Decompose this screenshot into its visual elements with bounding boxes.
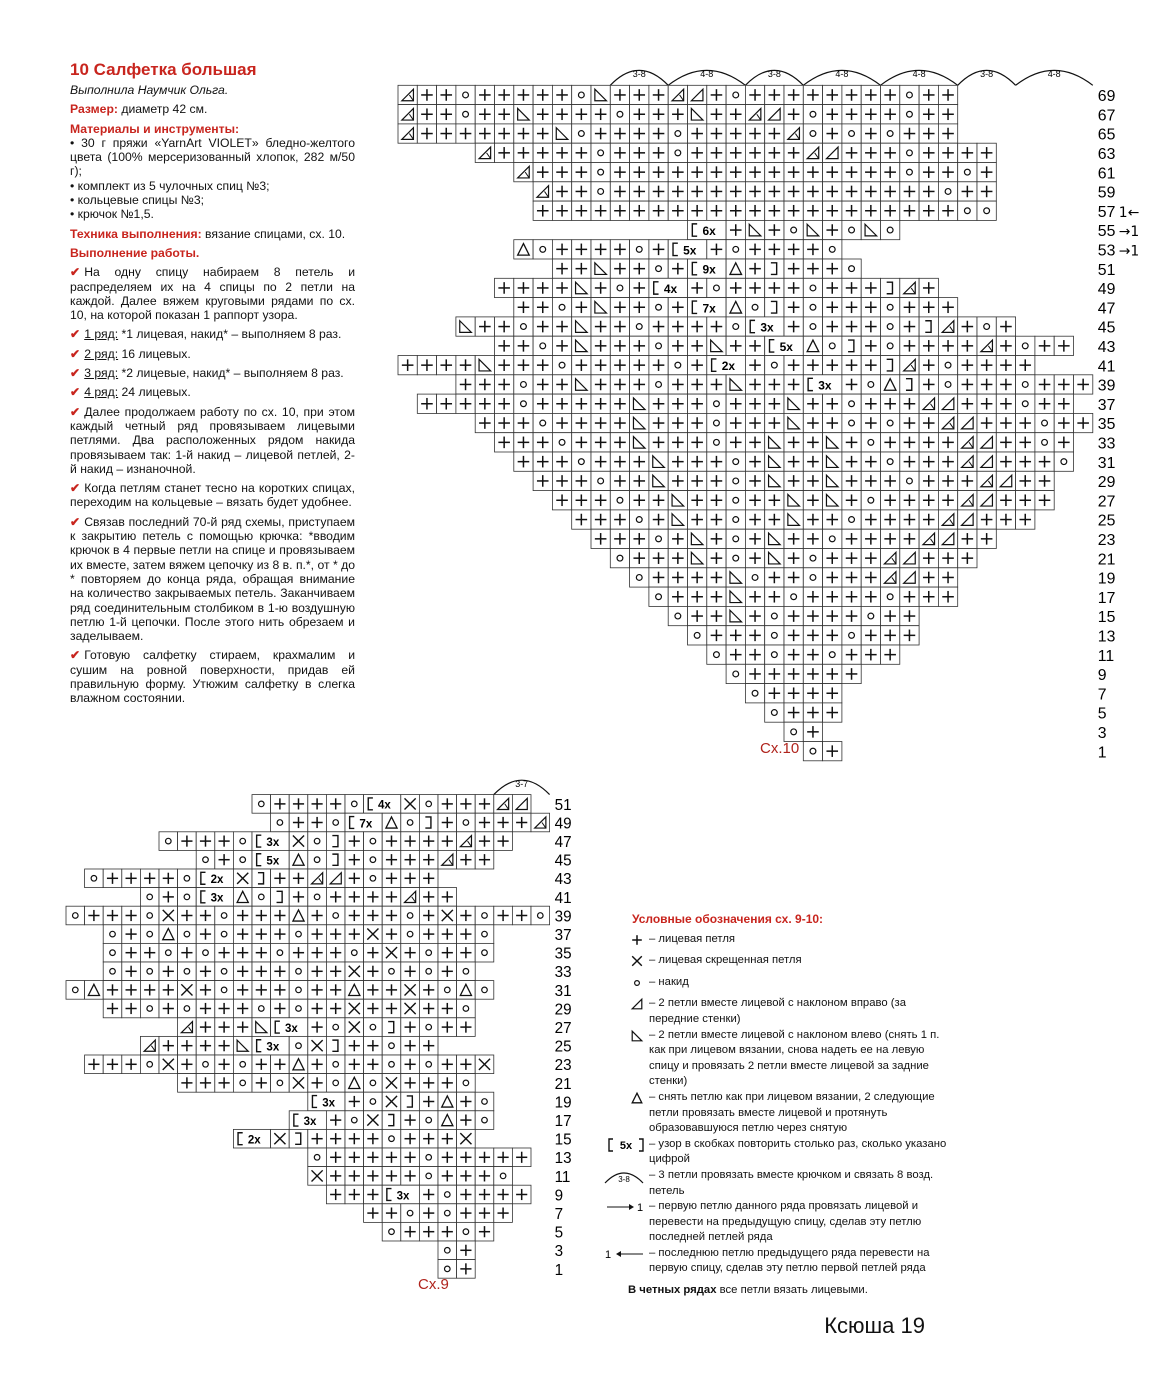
legend-note-rest: все петли вязать лицевыми. — [716, 1284, 868, 1297]
row-number: 17 — [1097, 589, 1116, 607]
step-text: Связав последний 70-й ряд схемы, приступаем к закрытию петель с помощью крючка: *вводим крючок в 4 первые петли на спице и провязываем их вместе, затем вяжем цепочку из 8 в. п.*, от * до * повторяем до конца ряда, обращая внимание на количество закрываемых петель. Заканчиваем ряд соединительным столбиком в 1-ю воздушную петлю 1-й цепочки. После этого нить обрезаем и заделываем. — [70, 514, 355, 644]
chart-row — [196, 850, 494, 869]
row-number: 35 — [1097, 416, 1116, 434]
row-number: 49 — [1097, 281, 1116, 299]
technique-value: вязание спицами, сх. 10. — [201, 226, 346, 241]
row-number: 1 — [554, 1261, 564, 1279]
row-number: 43 — [1097, 339, 1116, 357]
instructions-column — [70, 60, 355, 711]
step-text: Когда петлям станет тесно на коротких спицах, переходим на кольцевые – вязать будет удобнее. — [70, 481, 355, 510]
row-number: 65 — [1097, 126, 1116, 144]
chart-row — [533, 201, 996, 220]
repeat-label: 7x — [702, 301, 716, 316]
chart-row — [610, 548, 977, 567]
check-icon: ✔ — [70, 327, 81, 342]
row-arrow: 1← — [1118, 204, 1140, 221]
repeat-label: 3x — [210, 892, 224, 905]
row-number: 1 — [1097, 744, 1107, 762]
chart-row — [514, 162, 996, 181]
k2tog-left-icon — [600, 1028, 649, 1050]
row-number: 31 — [554, 982, 572, 1000]
legend-item — [600, 1090, 950, 1137]
row-number: 33 — [1097, 435, 1116, 453]
row-number: 17 — [554, 1113, 572, 1131]
row-number: 3 — [554, 1243, 564, 1261]
legend-symbol-label: 3-8 — [618, 1174, 630, 1184]
chart-row — [103, 925, 494, 944]
row-number: 9 — [554, 1187, 564, 1205]
row-number: 15 — [554, 1131, 572, 1149]
material-item: • кольцевые спицы №3; — [70, 193, 204, 208]
legend-item — [600, 1028, 950, 1090]
arc-label: 4-8 — [700, 69, 714, 80]
step-text: *2 лицевые, накид* – выполняем 8 раз. — [118, 366, 344, 381]
legend-item — [600, 1137, 950, 1168]
repeat-label: 9x — [702, 262, 716, 277]
size-label: Размер: — [70, 102, 118, 117]
repeat-label: 4x — [663, 281, 678, 296]
row-number: 27 — [1097, 493, 1116, 511]
arc-icon — [600, 1168, 649, 1190]
step-text: Далее продолжаем работу по сх. 10, при этом каждый четный ряд провязываем лицевыми петлями. Два расположенных рядом накида провязываем так: 1-й накид – лицевой петлей, 2-й накид – изнаночной. — [70, 404, 355, 476]
legend-title: Условные обозначения сх. 9-10: — [632, 912, 824, 926]
row-number: 39 — [554, 908, 572, 926]
chart-row — [572, 510, 1035, 529]
chart-row — [456, 317, 1016, 336]
work-heading: Выполнение работы. — [70, 245, 200, 260]
chart-row — [514, 240, 842, 259]
plus-icon — [600, 932, 649, 954]
chart-row — [552, 259, 861, 278]
chart-10-caption: Сх.10 — [760, 740, 800, 757]
repeat-label: 6x — [702, 224, 716, 239]
legend-note — [600, 1283, 950, 1299]
row-number: 29 — [554, 1001, 572, 1019]
chart-row — [85, 869, 438, 888]
chart-row — [591, 529, 996, 548]
row-number: 11 — [554, 1168, 571, 1186]
step-paragraph — [70, 327, 355, 341]
step-label: 1 ряд: — [84, 327, 119, 342]
repeat-label: 5x — [683, 243, 697, 258]
step-paragraph — [70, 481, 355, 510]
row-number: 21 — [1097, 551, 1116, 569]
chart-svg — [398, 62, 1169, 765]
row-number: 69 — [1097, 88, 1116, 106]
chart-row — [326, 1185, 531, 1204]
row-number: 37 — [554, 927, 572, 945]
step-text: 16 лицевых. — [118, 346, 191, 361]
legend-symbol-label: 1 — [605, 1248, 612, 1261]
chart-row — [552, 491, 1054, 510]
chart-row — [271, 813, 550, 832]
row-number: 37 — [1097, 396, 1116, 414]
material-item: • крючок №1,5. — [70, 207, 154, 222]
row-number: 59 — [1097, 184, 1116, 202]
chart-row — [514, 452, 1074, 471]
repeat-label: 3x — [760, 320, 774, 335]
yo-icon — [600, 975, 649, 997]
legend-items — [600, 932, 950, 1277]
row-arrow: →1 — [1118, 224, 1140, 241]
step-text: На одну спицу набираем 8 петель и распределяем их на 4 спицы по 2 петли на каждой. Далее вяжем круговыми рядами по сх. 10, на которой показан 1 раппорт узора. — [70, 265, 355, 323]
chart-row — [438, 1241, 475, 1260]
step-paragraph — [70, 385, 355, 399]
legend-item — [600, 996, 950, 1027]
check-icon: ✔ — [70, 385, 81, 400]
legend-item-text: – лицевая петля — [649, 932, 736, 945]
step-paragraph — [70, 347, 355, 361]
chart-row — [364, 1204, 513, 1223]
row-number: 47 — [1097, 300, 1116, 318]
legend-item — [600, 1246, 950, 1277]
size-line — [70, 102, 355, 116]
legend-item-text: – узор в скобках повторить столько раз, сколько указано цифрой — [649, 1137, 947, 1166]
step-paragraph — [70, 265, 355, 322]
chart-svg — [66, 772, 622, 1282]
row-number: 7 — [1097, 686, 1107, 704]
row-number: 53 — [1097, 242, 1116, 260]
materials-heading: Материалы и инструменты: — [70, 121, 240, 136]
chart-row — [178, 1074, 476, 1093]
check-icon: ✔ — [70, 366, 81, 381]
step-paragraph — [70, 515, 355, 644]
row-number: 15 — [1097, 609, 1116, 627]
chart-row — [687, 220, 899, 239]
row-number: 23 — [1097, 532, 1116, 550]
step-text: *1 лицевая, накид* – выполняем 8 раз. — [118, 327, 342, 342]
chart-row — [233, 1129, 475, 1148]
legend-item-text: – снять петлю как при лицевом вязании, 2 следующие петли провязать вместе лицевой и протянуть образовавшуюся петлю через снятую — [649, 1090, 935, 1135]
legend-item-text: – лицевая скрещенная петля — [649, 954, 802, 967]
arc-label: 4-8 — [1047, 69, 1061, 80]
arrow-right-icon — [600, 1199, 649, 1221]
repeat-label: 3x — [285, 1022, 298, 1035]
arrow-left-icon — [600, 1246, 649, 1268]
row-number: 5 — [554, 1224, 564, 1242]
step-label: 3 ряд: — [84, 366, 119, 381]
repeat-label: 3x — [266, 1041, 280, 1054]
chart-row — [308, 1092, 494, 1111]
material-item: • комплект из 5 чулочных спиц №3; — [70, 178, 270, 193]
row-number: 5 — [1097, 705, 1107, 723]
row-number: 19 — [1097, 570, 1116, 588]
chart-row — [140, 1036, 438, 1055]
row-number: 55 — [1097, 223, 1116, 241]
row-number: 13 — [554, 1150, 572, 1168]
row-number: 25 — [1097, 512, 1116, 530]
triangle-icon — [600, 1090, 649, 1112]
technique-label: Техника выполнения: — [70, 226, 202, 241]
check-icon: ✔ — [70, 346, 81, 361]
k2tog-right-icon — [600, 996, 649, 1018]
chart-row — [85, 1055, 494, 1074]
legend-item — [600, 1168, 950, 1199]
chart-row — [159, 832, 512, 851]
arc-label: 3-7 — [515, 778, 529, 789]
chart-row — [103, 943, 494, 962]
page-footer: Ксюша 19 — [824, 1313, 925, 1338]
repeat-label: 5x — [266, 855, 280, 868]
legend-item — [600, 975, 950, 997]
repeat-label: 3x — [303, 1115, 317, 1128]
chart-row — [103, 962, 475, 981]
chart-row — [308, 1167, 513, 1186]
size-value: диаметр 42 см. — [117, 102, 208, 117]
legend — [600, 912, 950, 1299]
chart-row — [398, 105, 958, 124]
chart-row — [765, 703, 842, 722]
arc-label: 4-8 — [835, 69, 849, 80]
row-number: 9 — [1097, 667, 1107, 685]
chart-row — [308, 1148, 531, 1167]
row-number: 67 — [1097, 107, 1116, 125]
repeat-label: 4x — [378, 799, 391, 812]
row-number: 27 — [554, 1020, 572, 1038]
chart-row — [456, 375, 1093, 394]
chart-row — [475, 413, 1093, 432]
legend-item — [600, 1199, 950, 1246]
chart-row — [726, 664, 861, 683]
step-label: 2 ряд: — [84, 346, 119, 361]
legend-symbol-label: 5x — [619, 1139, 633, 1152]
check-icon: ✔ — [70, 648, 81, 663]
bracket-icon — [600, 1137, 649, 1159]
chart-row — [66, 906, 550, 925]
row-number: 51 — [1097, 261, 1116, 279]
legend-item-text: – последнюю петлю предыдущего ряда перевести на первую спицу, сделав эту петлю первой петлей ряда — [649, 1246, 930, 1275]
step-label: 4 ряд: — [84, 385, 119, 400]
chart-row — [494, 433, 1073, 452]
row-number: 23 — [554, 1057, 572, 1075]
legend-item-text: – накид — [649, 975, 689, 988]
chart-row — [533, 182, 996, 201]
author-line: Выполнила Наумчик Ольга. — [70, 83, 229, 97]
repeat-label: 5x — [779, 339, 793, 354]
row-number: 45 — [554, 852, 572, 870]
chart-row — [382, 1222, 494, 1241]
material-item: • 30 г пряжи «YarnArt VIOLET» бледно-желтого цвета (100% мерсеризованный хлопок, 282 м/50 г); — [70, 135, 355, 179]
arc-label: 4-8 — [912, 69, 926, 80]
article-title: 10 Салфетка большая — [70, 60, 257, 79]
chart-row — [533, 471, 1054, 490]
step-text: Готовую салфетку стираем, крахмалим и сушим на ровной поверхности, придав ей правильную форму. Утюжим салфетку в слегка влажном состоянии. — [70, 648, 355, 706]
legend-note-bold: В четных рядах — [628, 1284, 717, 1297]
repeat-label: 3x — [266, 836, 280, 849]
row-number: 61 — [1097, 165, 1116, 183]
chart-row — [252, 795, 531, 814]
row-number: 63 — [1097, 146, 1116, 164]
row-number: 13 — [1097, 628, 1116, 646]
check-icon: ✔ — [70, 481, 81, 496]
legend-item — [600, 932, 950, 954]
legend-item-text: – 2 петли вместе лицевой с наклоном влево (снять 1 п. как при лицевом вязании, снова надеть ее на левую спицу и провязать 2 петли вместе лицевой за задние стенки) — [649, 1028, 940, 1088]
row-number: 25 — [554, 1038, 572, 1056]
chart-row — [687, 626, 919, 645]
arc-label: 3-8 — [980, 69, 994, 80]
row-number: 3 — [1097, 725, 1107, 743]
chart-row — [398, 85, 958, 104]
repeat-label: 2x — [247, 1134, 261, 1147]
cross-icon — [600, 953, 649, 975]
repeat-label: 3x — [396, 1190, 410, 1203]
chart-row — [668, 606, 919, 625]
chart-row — [494, 336, 1073, 355]
row-number: 47 — [554, 834, 572, 852]
row-number: 31 — [1097, 454, 1116, 472]
check-icon: ✔ — [70, 514, 81, 529]
step-paragraph — [70, 405, 355, 476]
chart-row — [417, 394, 1073, 413]
row-number: 41 — [1097, 358, 1116, 376]
row-number: 29 — [1097, 474, 1116, 492]
step-paragraph — [70, 366, 355, 380]
repeat-label: 3x — [818, 378, 832, 393]
row-arrow: →1 — [1118, 243, 1140, 260]
row-number: 19 — [554, 1094, 572, 1112]
chart-row — [289, 1111, 494, 1130]
row-number: 43 — [554, 871, 572, 889]
legend-item — [600, 953, 950, 975]
chart-row — [630, 568, 958, 587]
legend-symbol-label: 1 — [637, 1202, 644, 1215]
chart-row — [494, 278, 938, 297]
chart-row — [103, 999, 475, 1018]
chart-row — [707, 645, 900, 664]
row-number: 11 — [1097, 647, 1115, 665]
step-paragraph — [70, 648, 355, 705]
chart-row — [178, 1018, 476, 1037]
row-number: 33 — [554, 964, 572, 982]
chart-row — [803, 741, 842, 760]
repeat-label: 7x — [359, 818, 373, 831]
row-number: 41 — [554, 889, 572, 907]
legend-item-text: – первую петлю данного ряда провязать лицевой и перевести на предыдущую спицу, сделав эту петлю последней петлей ряда — [649, 1200, 922, 1244]
repeat-label: 2x — [210, 874, 224, 887]
chart-row — [784, 722, 823, 741]
repeat-label: 3x — [322, 1097, 336, 1110]
chart-row — [66, 981, 494, 1000]
chart-row — [475, 143, 996, 162]
row-number: 7 — [554, 1206, 564, 1224]
chart-row — [398, 355, 1035, 374]
check-icon: ✔ — [70, 404, 81, 419]
chart-row — [649, 587, 958, 606]
chart-row — [140, 888, 456, 907]
technique-line — [70, 227, 355, 241]
step-text: 24 лицевых. — [118, 385, 191, 400]
chart-row — [745, 684, 841, 703]
legend-item-text: – 2 петли вместе лицевой с наклоном вправо (за передние стенки) — [649, 997, 907, 1025]
chart-9-caption: Сх.9 — [418, 1276, 449, 1293]
chart-row — [514, 298, 958, 317]
legend-item-text: – 3 петли провязать вместе крючком и связать 8 возд. петель — [649, 1168, 934, 1197]
row-number: 45 — [1097, 319, 1116, 337]
row-number: 21 — [554, 1075, 572, 1093]
row-number: 35 — [554, 945, 572, 963]
chart-9 — [66, 772, 622, 1282]
chart-row — [398, 124, 958, 143]
row-number: 39 — [1097, 377, 1116, 395]
row-number: 49 — [554, 815, 572, 833]
check-icon: ✔ — [70, 265, 81, 280]
arc-label: 3-8 — [767, 69, 781, 80]
row-number: 51 — [554, 796, 572, 814]
repeat-label: 2x — [721, 359, 736, 374]
materials-list — [70, 136, 355, 222]
row-number: 57 — [1097, 203, 1116, 221]
steps-list — [70, 265, 355, 705]
arc-label: 3-8 — [632, 69, 646, 80]
chart-10 — [398, 62, 1169, 765]
